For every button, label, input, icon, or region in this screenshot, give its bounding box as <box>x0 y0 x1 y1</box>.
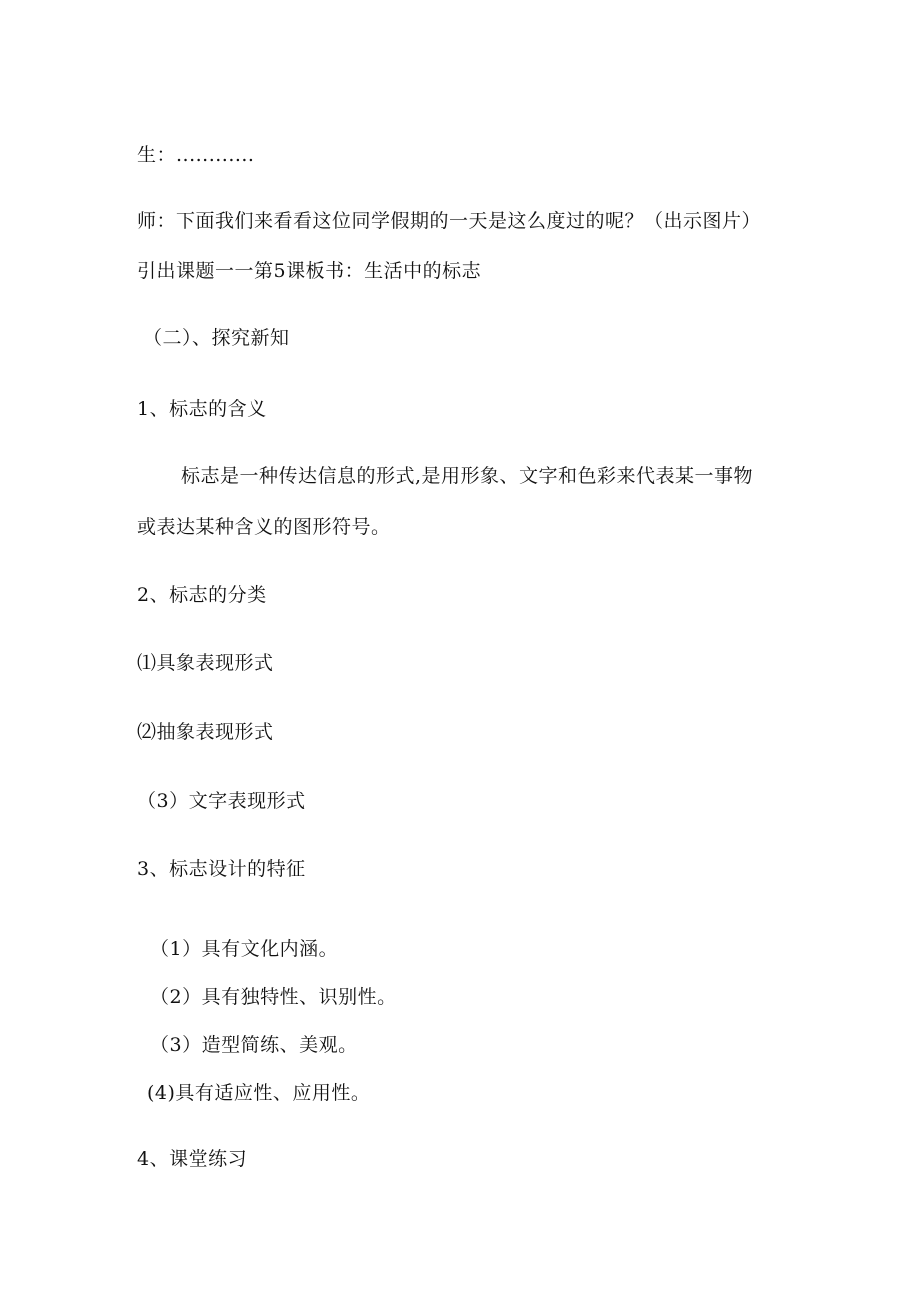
classification-item-1: ⑴具象表现形式 <box>137 652 274 674</box>
lesson-title-line: 引出课题一一第5课板书：生活中的标志 <box>137 260 482 282</box>
item-heading-3: 3、标志设计的特征 <box>137 858 306 880</box>
section-heading: （二）、探究新知 <box>143 327 290 349</box>
feature-item-3: （3）造型简练、美观。 <box>150 1034 358 1056</box>
item-heading-1: 1、标志的含义 <box>137 398 267 420</box>
student-reply-line: 生：............ <box>137 144 255 166</box>
classification-item-3: （3）文字表现形式 <box>137 790 306 812</box>
feature-item-4: (4)具有适应性、应用性。 <box>147 1082 371 1104</box>
feature-item-1: （1）具有文化内涵。 <box>150 938 339 960</box>
feature-item-2: （2）具有独特性、识别性。 <box>150 986 397 1008</box>
item-heading-4: 4、课堂练习 <box>137 1148 248 1170</box>
item-heading-2: 2、标志的分类 <box>137 584 267 606</box>
classification-item-2: ⑵抽象表现形式 <box>137 721 274 743</box>
definition-line-2: 或表达某种含义的图形符号。 <box>137 516 391 538</box>
teacher-line: 师：下面我们来看看这位同学假期的一天是这么度过的呢？（出示图片） <box>137 210 762 232</box>
definition-line-1: 标志是一种传达信息的形式,是用形象、文字和色彩来代表某一事物 <box>181 465 754 487</box>
